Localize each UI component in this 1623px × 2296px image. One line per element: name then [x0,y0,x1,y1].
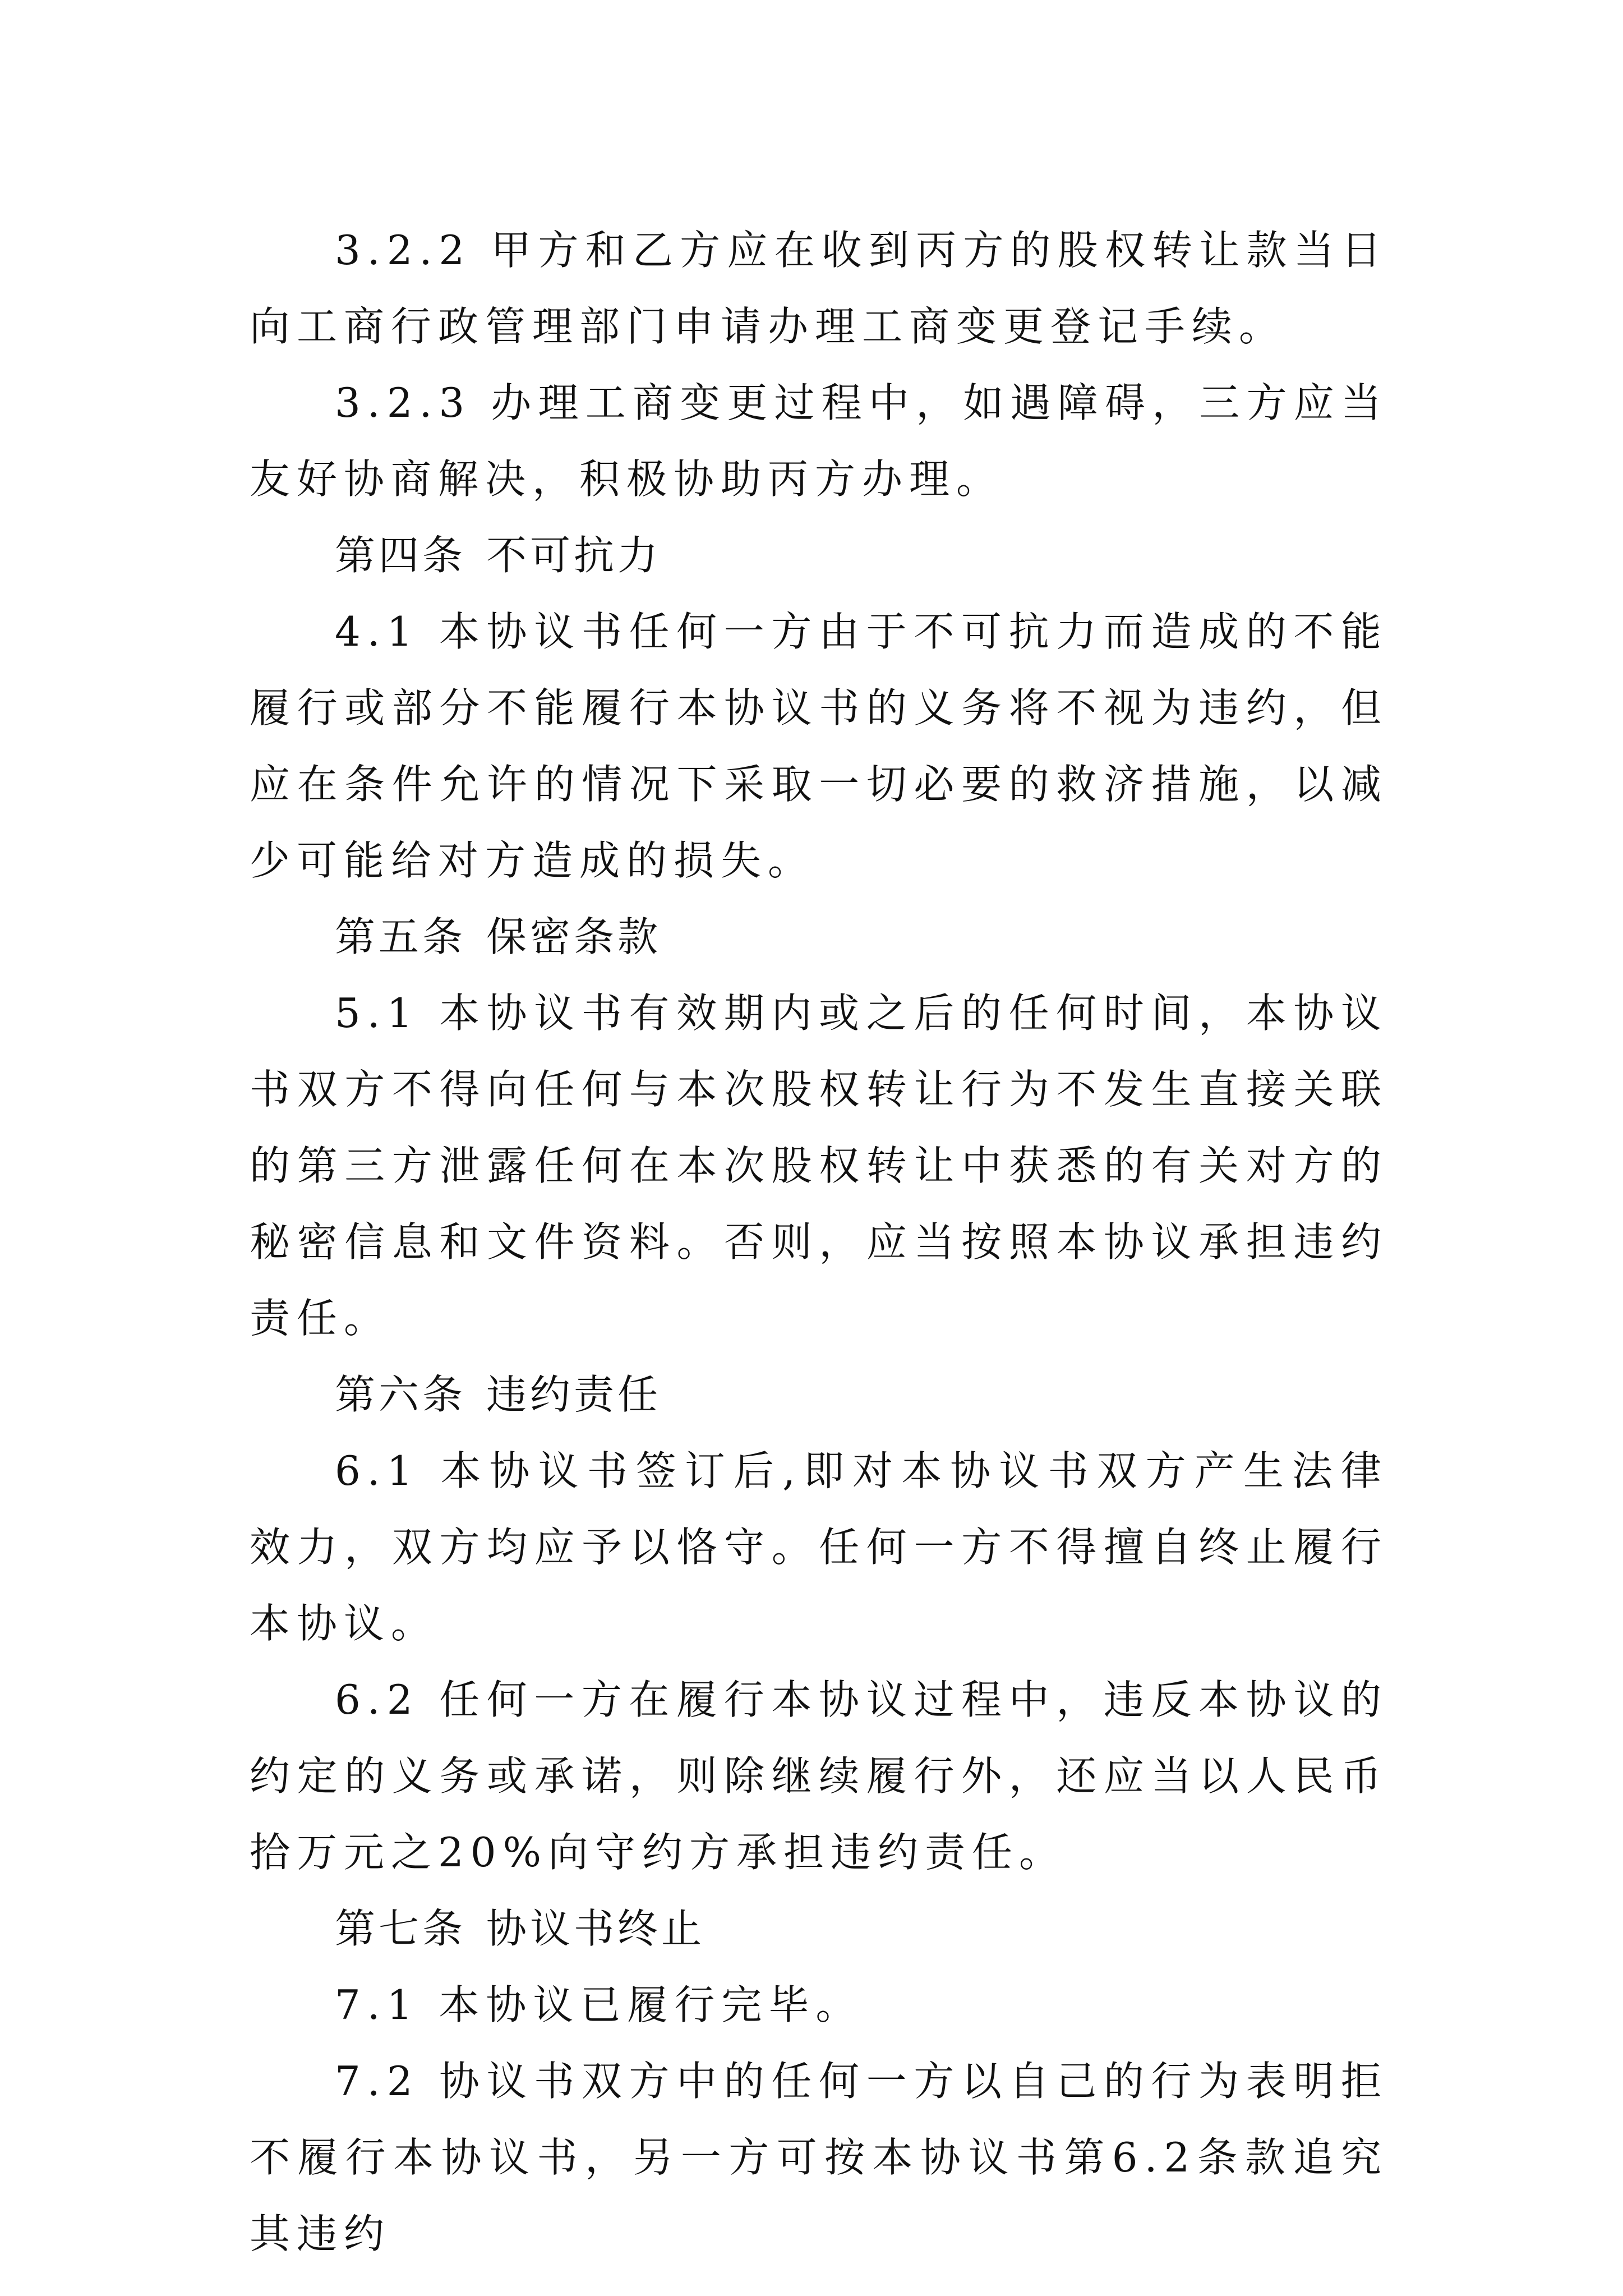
clause-7-1: 7.1 本协议已履行完毕。 [335,1981,863,2028]
article-number: 第六条 [335,1371,467,1418]
article-title: 协议书终止 [486,1905,706,1952]
clause-7-2: 7.2 协议书双方中的任何一方以自己的行为表明拒不履行本协议书，另一方可按本协议书第6.2条款追究其违约 [250,2058,1388,2257]
clause-5-1: 5.1 本协议书有效期内或之后的任何时间，本协议书双方不得向任何与本次股权转让行为不发生直接关联的第三方泄露任何在本次股权转让中获悉的有关对方的秘密信息和文件资料。否则，应当按照本协议承担违约责任。 [250,990,1388,1342]
clause-6-2: 6.2 任何一方在履行本协议过程中，违反本协议的约定的义务或承诺，则除继续履行外，还应当以人民币拾万元之20%向守约方承担违约责任。 [250,1676,1388,1876]
article-5-heading [250,899,1388,975]
article-4-heading [250,517,1388,593]
article-6-heading [250,1356,1388,1433]
article-number: 第四条 [335,532,467,579]
clause-3-2-2: 3.2.2 甲方和乙方应在收到丙方的股权转让款当日向工商行政管理部门申请办理工商变更登记手续。 [250,227,1388,350]
article-number: 第五条 [335,913,467,960]
article-7-heading [250,1890,1388,1967]
clause-3-2-3: 3.2.3 办理工商变更过程中，如遇障碍，三方应当友好协商解决，积极协助丙方办理。 [250,379,1388,503]
clause-6-1: 6.1 本协议书签订后,即对本协议书双方产生法律效力，双方均应予以恪守。任何一方不得擅自终止履行本协议。 [250,1447,1388,1647]
article-title: 不可抗力 [486,532,662,579]
document-body [250,212,1388,2272]
article-title: 违约责任 [486,1371,662,1418]
article-title: 保密条款 [486,913,662,960]
article-number: 第七条 [335,1905,467,1952]
clause-4-1: 4.1 本协议书任何一方由于不可抗力而造成的不能履行或部分不能履行本协议书的义务将不视为违约，但应在条件允许的情况下采取一切必要的救济措施，以减少可能给对方造成的损失。 [250,608,1388,884]
